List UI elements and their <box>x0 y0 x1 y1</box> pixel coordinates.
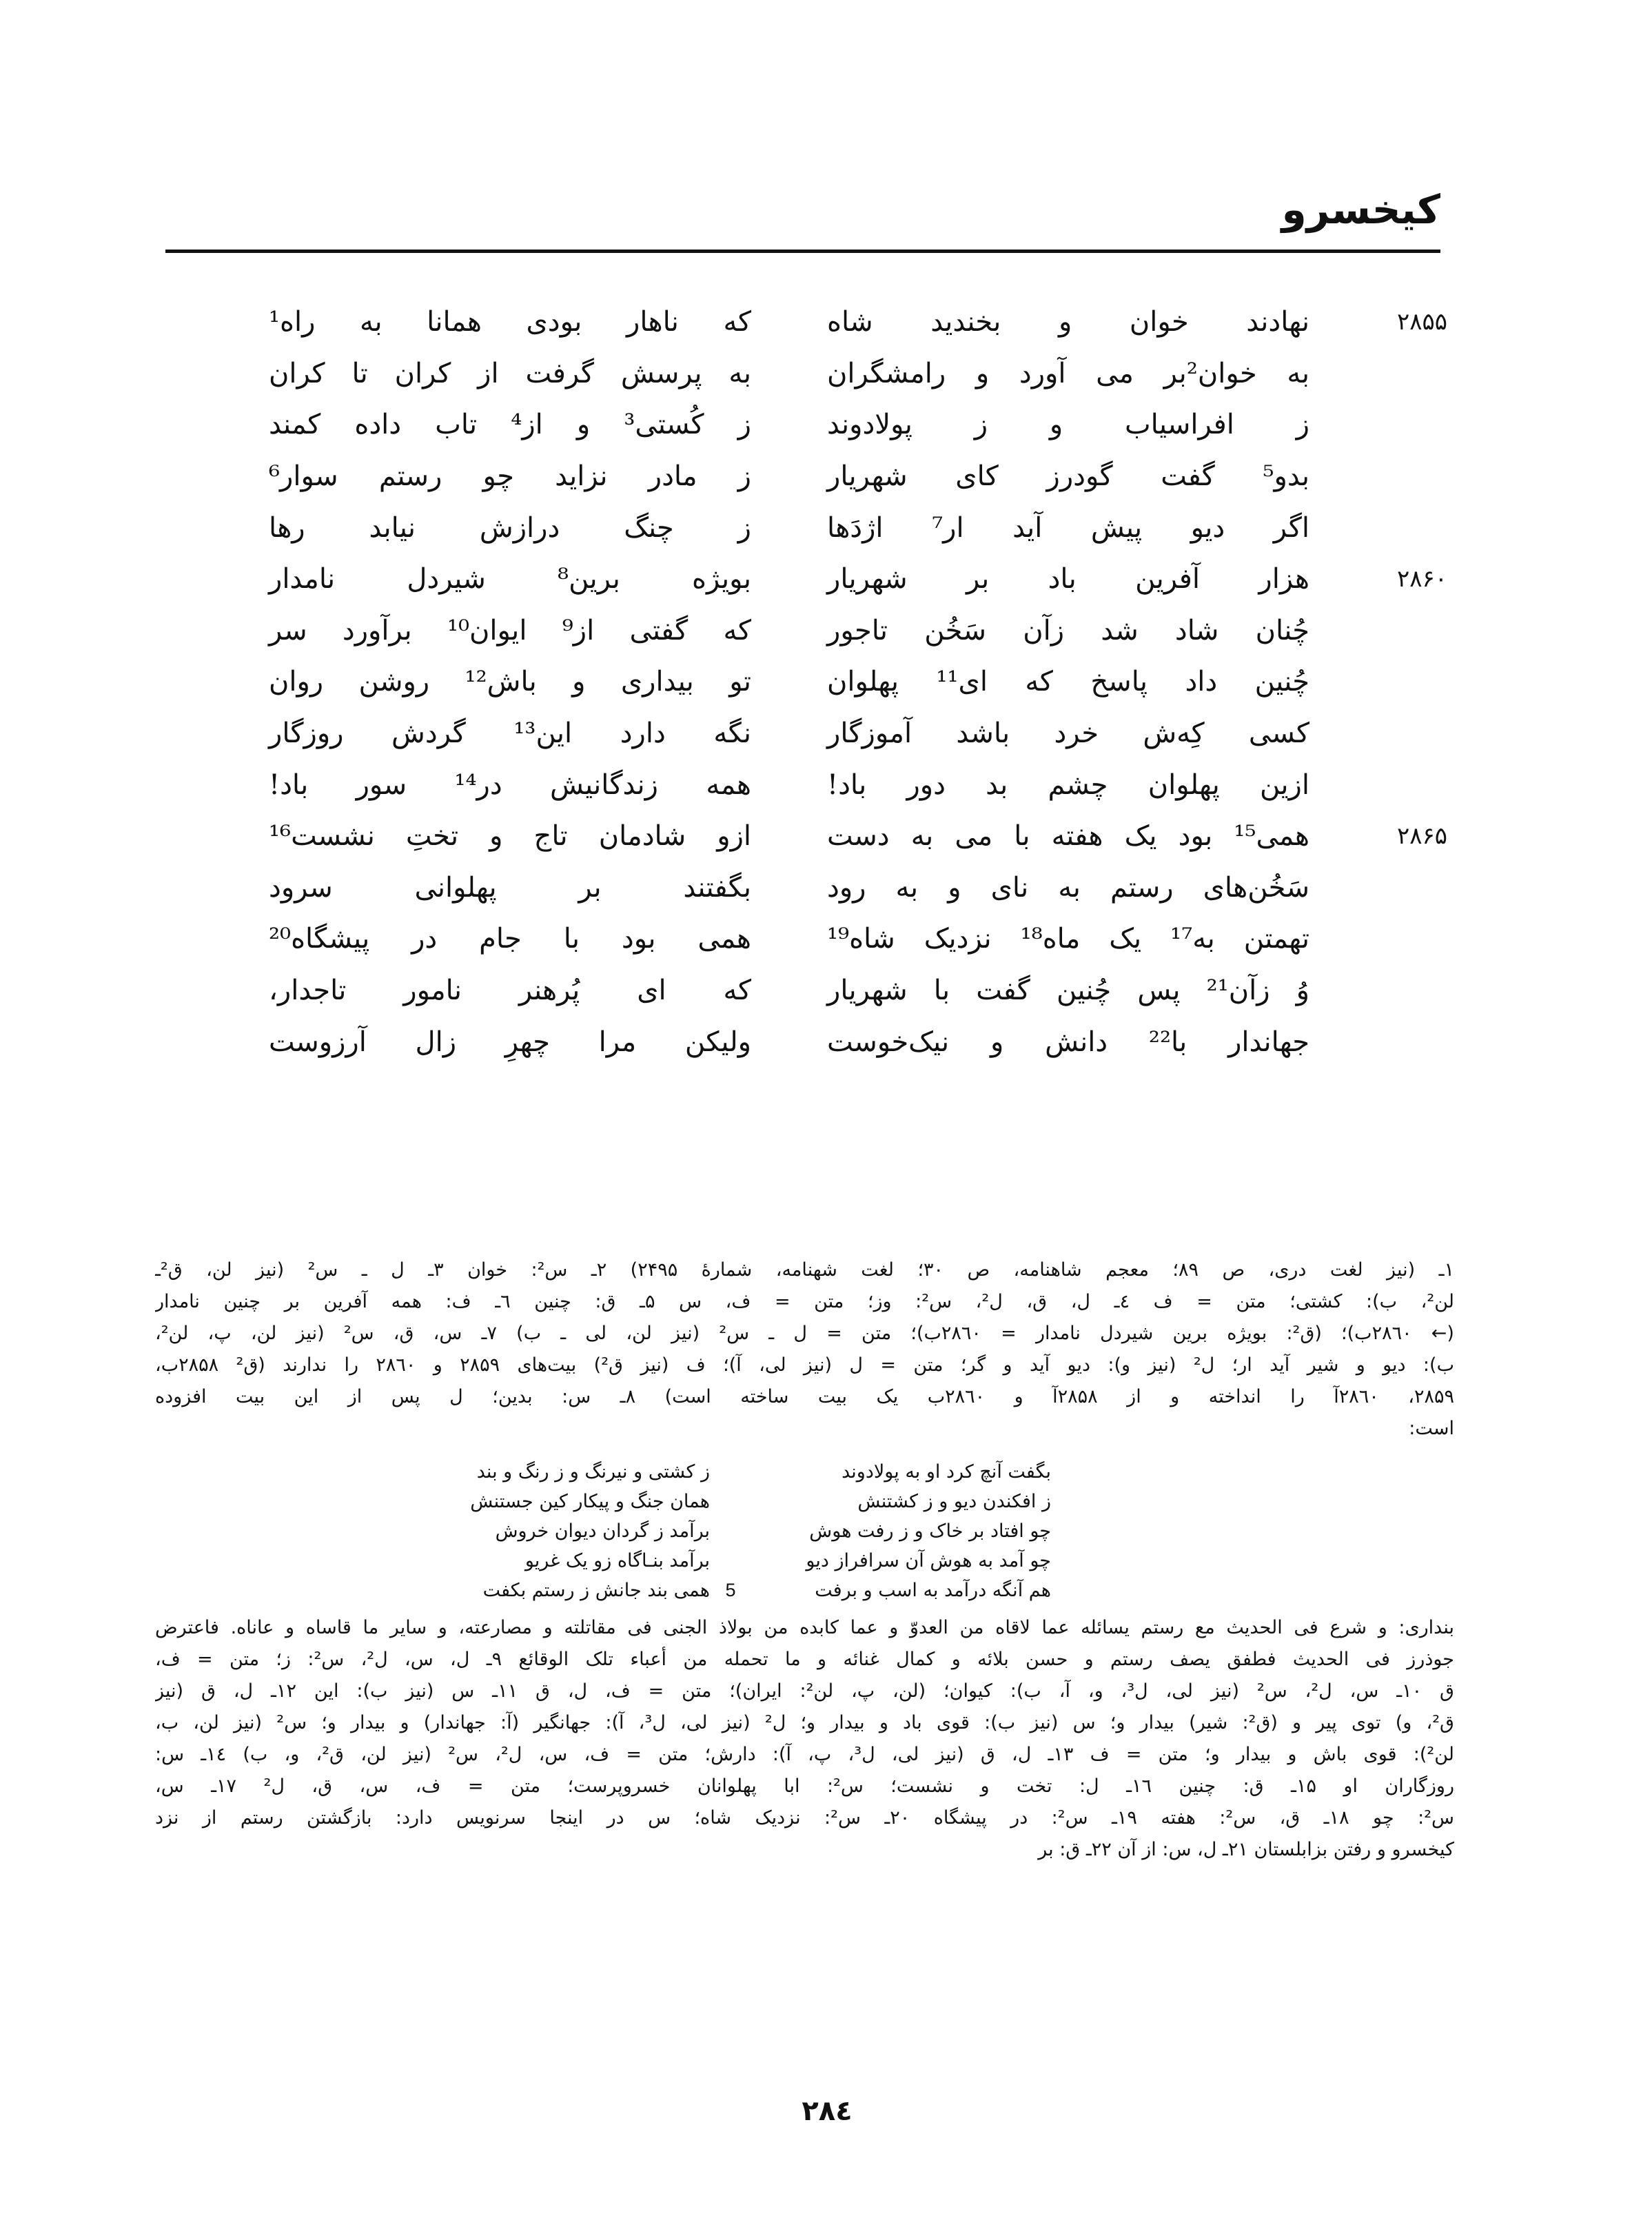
hemistich-first: کسی کِه‌ش خرد باشد آموزگار <box>827 717 1309 750</box>
footnote-line: ۲۸۵۹، ۲۸٦۰آ را انداخته و از ۲۸۵۸آ و ۲۸٦۰ب یک بیت ساخته است) ۸ـ س: بدین؛ ل پس از این بیت افزوده <box>155 1386 1454 1407</box>
footnote-line: جوذرز فی الحدیث فطفق یصف رستم و حسن بلائه و کمال غنائه و ما تحمله من أعباء تلک الوقائع ۹ـ ل، س، ل²، س²: ز؛ متن = ف، <box>155 1649 1454 1670</box>
couplet <box>262 296 1447 348</box>
footnote-line: است: <box>1409 1418 1454 1439</box>
hemistich-second: تو بیداری و باش¹² روشن روان <box>269 666 752 698</box>
hemistich-second: ولیکن مرا چهرِ زال آرزوست <box>269 1026 751 1058</box>
couplet <box>262 399 1447 451</box>
footnote-line: ب): دیو و شیر آید ار؛ ل² (نیز و): دیو آید و گر؛ متن = ل (نیز لی، آ)؛ ف (نیز ق²) بیت‌های ۲۸۵۹ و ۲۸٦۰ را ندارند (ق² ۲۸۵۸ب، <box>155 1354 1454 1376</box>
added-hemistich-second: همی بند جانش ز رستم بکفت <box>482 1580 710 1601</box>
header-rule <box>165 250 1440 253</box>
hemistich-second: همی بود با جام در پیشگاه²⁰ <box>269 923 751 955</box>
poem-verses <box>262 296 1447 1068</box>
hemistich-first: نهادند خوان و بخندید شاه <box>827 306 1309 338</box>
verse-number: ۲۸۶۰ <box>1396 565 1447 593</box>
verse-number: ۲۸۶۵ <box>1396 822 1447 851</box>
hemistich-second: به پرسش گرفت از کران تا کران <box>269 357 751 389</box>
couplet <box>262 708 1447 760</box>
added-verse-row <box>155 1516 1454 1546</box>
couplet <box>262 502 1447 553</box>
added-verse-row <box>155 1487 1454 1516</box>
hemistich-second: که گفتی از⁹ ایوان¹⁰ برآورد سر <box>269 614 751 647</box>
footnote-line: ق²، و) توی پیر و (ق²: شیر) بیدار و؛ س (نیز ب): قوی باد و بیدار و؛ ل² (نیز لی، ل³، آ): جهانگیر (آ: جهاندار) و بیدار و؛ س² (نیز لن، ب، <box>155 1712 1454 1733</box>
added-hemistich-first: چو آمد به هوش آن سرافراز دیو <box>806 1550 1051 1571</box>
footnote-line: ۱ـ (نیز لغت دری، ص ۸۹؛ معجم شاهنامه، ص ۳۰؛ لغت شهنامه، شمارهٔ ۲۴۹۵) ۲ـ س²: خوان ۳ـ ل ـ س² (نیز لن، ق²ـ <box>155 1259 1454 1281</box>
hemistich-second: ز چنگ درازش نیابد رها <box>269 511 751 544</box>
added-verses <box>155 1457 1454 1605</box>
hemistich-first: وُ زآن²¹ پس چُنین گفت با شهریار <box>827 975 1309 1007</box>
hemistich-first: چُنان شاد شد زآن سَخُن تاجور <box>827 614 1309 647</box>
page-header <box>165 186 1440 255</box>
footnote-line: س²: چو ۱۸ـ ق، س²: هفته ۱۹ـ س²: در پیشگاه ۲۰ـ س²: نزدیک شاه؛ س در اینجا سرنویس دارد: بازگشتن رستم از نزد <box>155 1807 1454 1829</box>
hemistich-first: به خوان²بر می آورد و رامشگران <box>827 357 1310 389</box>
page-number: ۲۸٤ <box>802 2095 853 2127</box>
added-verse-row <box>155 1546 1454 1576</box>
couplet <box>262 348 1447 400</box>
hemistich-first: همی¹⁵ بود یک هفته با می به دست <box>827 820 1309 853</box>
hemistich-first: تهمتن به¹⁷ یک ماه¹⁸ نزدیک شاه¹⁹ <box>827 923 1309 955</box>
added-hemistich-first: چو افتاد بر خاک و ز رفت هوش <box>809 1520 1051 1542</box>
couplet <box>262 605 1447 657</box>
hemistich-second: که ناهار بودی همانا به راه¹ <box>269 306 751 338</box>
hemistich-second: بگفتند بر پهلوانی سرود <box>269 871 751 904</box>
footnote-line: بنداری: و شرع فی الحدیث مع رستم یسائله عما لاقاه من العدوّ و عما کابده من بولاذ الجنی فی مقاتلته و مصارعته، و سایر ما قاساه و عاناه. فاعترض <box>155 1617 1454 1638</box>
couplet <box>262 759 1447 811</box>
couplet <box>262 965 1447 1017</box>
hemistich-second: بویژه برین⁸ شیردل نامدار <box>269 563 751 596</box>
added-verse-row <box>155 1457 1454 1487</box>
couplet <box>262 451 1447 502</box>
added-hemistich-first: بگفت آنچ کرد او به پولادوند <box>842 1461 1051 1483</box>
footnote-line: ق ۱۰ـ س، ل²، س² (نیز لی، ل³، و، آ، ب): کیوان؛ (لن، پ، لن²: ایران)؛ متن = ف، ل، ق ۱۱ـ س (نیز ب): این ۱۲ـ ل، ق (نیز <box>155 1680 1454 1702</box>
verse-number: ۲۸۵۵ <box>1396 308 1447 336</box>
added-hemistich-first: ز افکندن دیو و ز کشتنش <box>857 1491 1051 1512</box>
footnote-line: (← ۲۸٦۰ب)؛ (ق²: بویژه برین شیردل نامدار = ۲۸٦۰ب)؛ متن = ل ـ س² (نیز لن، لی ـ ب) ۷ـ س، ق، س² (نیز لن، پ، لن²، <box>155 1323 1454 1344</box>
hemistich-first: سَخُن‌های رستم به نای و به رود <box>827 871 1309 904</box>
footnote-line: روزگاران او ۱۵ـ ق: چنین ۱٦ـ ل: تخت و نشست؛ س²: ابا پهلوانان خسروپرست؛ متن = ف، س، ق، ل² ۱۷ـ س، <box>155 1775 1454 1797</box>
footnotes-continued <box>155 1612 1454 1866</box>
hemistich-first: اگر دیو پیش آید ار⁷ اژدَها <box>827 511 1309 544</box>
footnote-line: لن²، ب): کشتی؛ متن = ف ٤ـ ل، ق، ل²، س²: وز؛ متن = ف، س ۵ـ ق: چنین ٦ـ ف: همه آفرین بر چنین نامدار <box>155 1291 1454 1312</box>
added-hemistich-second: برآمد بنـاگاه زو یک غریو <box>524 1550 710 1571</box>
hemistich-second: همه زندگانیش در¹⁴ سور باد! <box>269 769 751 801</box>
couplet <box>262 913 1447 965</box>
hemistich-second: ازو شادمان تاج و تختِ نشست¹⁶ <box>269 820 751 853</box>
hemistich-first: هزار آفرین باد بر شهریار <box>827 563 1309 596</box>
added-hemistich-second: همان جنگ و پیکار کین جستنش <box>470 1491 710 1512</box>
hemistich-first: چُنین داد پاسخ که ای¹¹ پهلوان <box>827 666 1309 698</box>
couplet <box>262 656 1447 708</box>
hemistich-first: بدو⁵ گفت گودرز کای شهریار <box>827 460 1309 493</box>
added-hemistich-second: ز کشتی و نیرنگ و ز رنگ و بند <box>476 1461 710 1483</box>
hemistich-second: که ای پُرهنر نامور تاجدار، <box>269 975 751 1007</box>
added-hemistich-first: هم آنگه درآمد به اسب و برفت <box>815 1580 1051 1601</box>
footnotes <box>155 1254 1454 1866</box>
hemistich-second: ز کُستی³ و از⁴ تاب داده کمند <box>269 409 751 441</box>
added-verse-number: 5 <box>725 1580 736 1600</box>
added-hemistich-second: برآمد ز گردان دیوان خروش <box>495 1520 710 1542</box>
footnote-line: لن²): قوی باش و بیدار و؛ متن = ف ۱۳ـ ل، ق (نیز لی، ل³، پ، آ): دارش؛ متن = ف، س، ل²، س² (نیز لن، ق²، و، ب) ۱٤ـ س: <box>155 1744 1454 1765</box>
footnote-line: کیخسرو و رفتن بزابلستان ۲۱ـ ل، س: از آن ۲۲ـ ق: بر <box>1038 1839 1454 1860</box>
hemistich-second: نگه دارد این¹³ گردش روزگار <box>269 717 751 750</box>
couplet <box>262 862 1447 914</box>
hemistich-first: ازین پهلوان چشم بد دور باد! <box>827 769 1309 801</box>
hemistich-first: جهاندار با²² دانش و نیک‌خوست <box>827 1026 1309 1058</box>
couplet <box>262 553 1447 605</box>
couplet <box>262 1016 1447 1068</box>
page-title: کیخسرو <box>1281 186 1440 233</box>
added-verse-row <box>155 1576 1454 1605</box>
hemistich-first: ز افراسیاب و ز پولادوند <box>827 409 1309 441</box>
couplet <box>262 811 1447 862</box>
hemistich-second: ز مادر نزاید چو رستم سوار⁶ <box>269 460 751 493</box>
